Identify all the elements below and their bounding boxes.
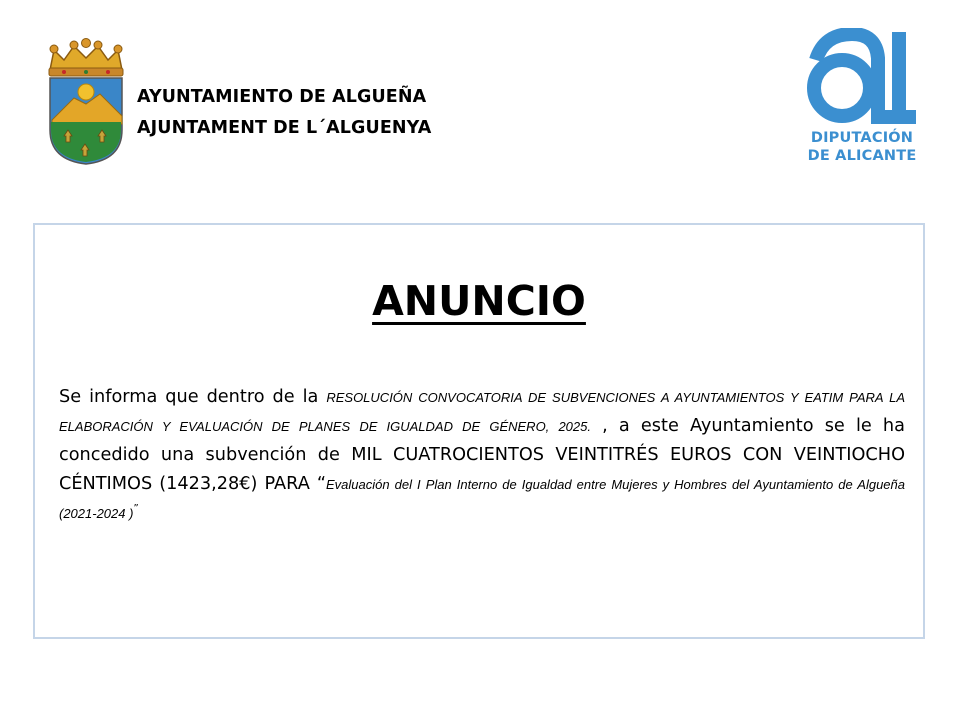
coat-of-arms-logo (44, 38, 128, 166)
diputacion-logo-line2: DE ALICANTE (807, 148, 917, 164)
diputacion-logo-line1: DIPUTACIÓN (810, 130, 914, 146)
announcement-panel (33, 223, 925, 639)
announcement-body (59, 383, 905, 528)
announcement-title (35, 275, 923, 327)
announcement-grant-text: , a este Ayuntamiento se le ha concedido una subvención de MIL CUATROCIENTOS VEINTITRÉS EUROS CON VEINTIOCHO CÉNTIMOS (1423,28€) PARA “ (59, 416, 905, 494)
diputacion-logo-text (806, 129, 918, 165)
project-name: Evaluación del I Plan Interno de Igualdad entre Mujeres y Hombres del Ayuntamiento de Algueña (2021-2024 ) (59, 477, 905, 521)
org-name-spanish: AYUNTAMIENTO DE ALGUEÑA (137, 87, 427, 107)
org-names (137, 82, 431, 144)
diputacion-alicante-logo (806, 28, 918, 168)
resolution-name: RESOLUCIÓN CONVOCATORIA DE SUBVENCIONES A AYUNTAMIENTOS Y EATIM PARA LA ELABORACIÓN Y EVALUACIÓN DE PLANES DE IGUALDAD DE GÉNERO, 2025. (59, 390, 905, 434)
diputacion-mark-icon (806, 28, 918, 128)
announcement-intro: Se informa que dentro de la (59, 387, 327, 407)
announcement-title-text: ANUNCIO (372, 277, 586, 325)
closing-quote: ” (133, 503, 139, 515)
org-name-valencian: AJUNTAMENT DE L´ALGUENYA (137, 118, 432, 138)
